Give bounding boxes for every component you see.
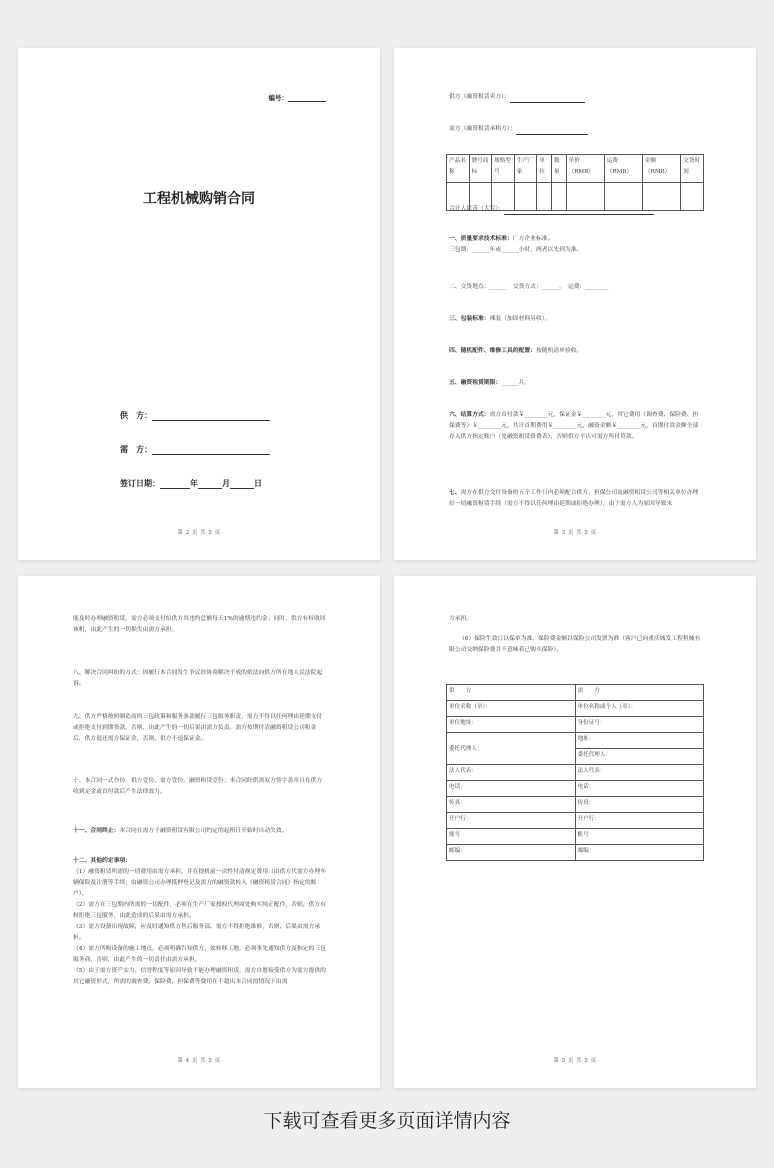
total-label: 合计人民币（大写）：: [449, 206, 505, 212]
table-cell: 身份证号：: [575, 717, 704, 733]
table-cell: 传真：: [575, 797, 704, 813]
month-label: 月: [222, 479, 230, 488]
buyer-lessee-blank: [516, 127, 588, 135]
table-cell: 委托代理人：: [447, 733, 576, 765]
buyer-lessee-label: 需方（融资租赁承租方）：: [449, 126, 516, 132]
list-item: （4）需方所购设备的施工地点，必须明确告知供方，如转移工地，必须事先通知供方及指定的三包服务商，否则，由此产生的一切责任由需方承担。: [73, 946, 326, 963]
contract-title: 工程机械购销合同: [143, 191, 255, 207]
table-cell: 邮编：: [447, 845, 576, 861]
signature-table: [446, 684, 704, 861]
table-cell: 法人代表：: [575, 765, 704, 781]
table-header-cell: 运费（RMB）: [604, 155, 642, 183]
section-11: [73, 826, 328, 837]
table-row: [447, 845, 704, 861]
table-row: [447, 685, 704, 701]
table-cell: 开户行：: [575, 813, 704, 829]
list-item: （2）需方在三包期内所需的一切配件，必须在生产厂家授权代理商处购买纯正配件，否则，供方有权拒绝三包服务，由此造成的后果由需方承担。: [73, 902, 326, 919]
supplier-lessor-line: [449, 92, 704, 103]
section-1-text: 厂方企业标准。: [512, 236, 554, 242]
table-row: [447, 717, 704, 733]
table-cell: 委托代理人：: [575, 749, 704, 765]
table-header-cell: 金额（RMB）: [643, 155, 681, 183]
section-7-title: 七、: [449, 490, 461, 496]
section-6-text: 需方首付款￥________元，保证金￥________元，其它费用（调查费、保险费、担保费等）￥________元，共计首期费用￥________元，融资金额￥________元，首期付款金额全部存入供方指定账户（见融资租赁资费表），否则供方不认可需方所付贷款。: [449, 412, 699, 440]
table-header-cell: 产品名称: [447, 155, 470, 183]
list-item: （3）需方设备出现故障，应及时通知供方售后服务部。需方不得拒绝维修，否则，后果由需方承担。: [73, 924, 321, 941]
table-cell: 开户行：: [447, 813, 576, 829]
page-footer: 第 5 页 共 5 页: [553, 1058, 597, 1064]
table-cell: 供 方: [447, 685, 576, 701]
section-1: [449, 234, 704, 256]
total-blank: [504, 207, 654, 215]
buyer-lessee-line: [449, 124, 704, 135]
table-header-cell: 单位: [537, 155, 552, 183]
supplier-blank: [152, 411, 270, 421]
section-10: 十、本合同一式叁份，供方壹份、需方壹份，融资租赁壹份；本合同经供需双方签字盖章且在供方收到定金或首付款后产生法律效力。: [73, 778, 323, 795]
section-4-title: 四、随机配件、维修工具的配置：: [449, 348, 536, 354]
section-3: [449, 314, 704, 325]
section-2: 二、交货地点：______ 交货方式：______， 运费：________: [449, 284, 609, 290]
section-6-title: 六、结算方式：: [449, 412, 490, 418]
table-cell: 地址：: [575, 733, 704, 749]
paragraph: 能及时办理融资租赁，需方必须支付给供方其违约总额每天1%的逾期违约金；同时，供方有权收回该机，由此产生的一切损失由需方承担。: [73, 616, 326, 633]
table-row: [447, 733, 704, 749]
supplier-lessor-label: 供方（融资租赁卖方）：: [449, 94, 510, 100]
table-header-cell: 规格型号: [492, 155, 515, 183]
contract-number-label: 编号：: [268, 94, 288, 102]
section-11-text: 本合同在需方于融资租赁有限公司约定的起租日开始时自动失效。: [119, 828, 288, 834]
table-row: [447, 155, 704, 183]
table-row: [447, 813, 704, 829]
table-header-cell: 牌号商标: [469, 155, 492, 183]
day-blank: [230, 479, 254, 489]
table-cell: 需 方: [575, 685, 704, 701]
list-item: （1）融资租赁所需的一切费用由需方承担，并在提机前一次性付清规定费用（由供方代需方办理车辆保险及注册等手续；由融资公司办理抵押登记及需方的融资款转入《融资租赁合同》指定的账户）。: [73, 869, 326, 897]
page-footer: 第 4 页 共 5 页: [177, 1058, 221, 1064]
table-header-cell: 交货时间: [681, 155, 704, 183]
section-1-warranty: 三包期：______年或______小时，两者以先到为准。: [449, 247, 583, 253]
contract-page-4: [18, 576, 380, 1088]
table-row: [447, 829, 704, 845]
table-cell: 电话：: [447, 781, 576, 797]
table-cell: 邮编：: [575, 845, 704, 861]
page-footer: 第 3 页 共 5 页: [553, 530, 597, 536]
section-4: [449, 346, 704, 357]
sign-date-line: [120, 478, 262, 489]
paragraph-insurance: （6）保险生效日以保单为准，保险费金额以保险公司发票为准（客户已向重庆城发工程机械有限公司交纳保险费并不意味着已购买保险）。: [449, 636, 701, 653]
table-cell: 账号: [575, 829, 704, 845]
table-cell: 单位名称或个人（章）：: [575, 701, 704, 717]
year-label: 年: [190, 479, 198, 488]
paragraph: 方承担。: [449, 616, 473, 622]
download-caption: 下载可查看更多页面详情内容: [263, 1110, 511, 1132]
contract-number: [269, 93, 327, 102]
table-row: [447, 701, 704, 717]
section-1-title: 一、质量要求技术标准：: [449, 236, 513, 242]
day-label: 日: [254, 479, 262, 488]
contract-number-blank: [288, 94, 326, 102]
table-row: [447, 765, 704, 781]
page-footer: 第 2 页 共 5 页: [177, 530, 221, 536]
buyer-blank: [152, 445, 270, 455]
buyer-label: 需 方：: [120, 445, 152, 454]
product-table: [446, 154, 704, 211]
contract-page-3: [394, 48, 756, 560]
list-item: （5）由于需方资产实力、信誉程度等原因导致不能办理融资租赁，需方自愿接受供方为需方提供的其它融资形式，所需的调查费、保险费、担保费等费用在不超出本合同的情况下由需: [73, 968, 326, 985]
buyer-line: [120, 444, 270, 455]
table-cell: 法人代表：: [447, 765, 576, 781]
table-cell: 账号: [447, 829, 576, 845]
table-header-cell: 单价（RMB）: [566, 155, 604, 183]
sign-date-label: 签订日期：: [120, 479, 160, 488]
section-12: [73, 856, 328, 988]
table-header-cell: 数量: [551, 155, 566, 183]
section-3-text: 裸装（加固材料另收）。: [489, 316, 551, 322]
supplier-line: [120, 410, 270, 421]
section-5-title: 五、融资租赁期限：: [449, 380, 502, 386]
table-header-cell: 生产厂家: [514, 155, 537, 183]
table-cell: 传真：: [447, 797, 576, 813]
section-4-text: 按随机清单验收。: [535, 348, 583, 354]
total-line: [449, 204, 704, 215]
section-3-title: 三、包装标准：: [449, 316, 490, 322]
section-9: 九、供方严格按照制造商的三包政策和服务条款履行三包服务职责，需方不得以任何理由延期支付或拒绝支付到期货款，否则，由此产生的一切后果由需方负责。需方按期付清融资租赁公司租金后，供方退还需方保证金，否则，供方不退保证金。: [73, 714, 323, 742]
section-12-title: 十二、其他约定事项：: [73, 858, 131, 864]
supplier-label: 供 方：: [120, 411, 152, 420]
contract-page-5: [394, 576, 756, 1088]
table-cell: 单位地址：: [447, 717, 576, 733]
section-11-title: 十一、合同终止：: [73, 828, 120, 834]
year-blank: [160, 479, 190, 489]
month-blank: [198, 479, 222, 489]
table-row: [447, 797, 704, 813]
table-row: [447, 781, 704, 797]
table-cell: 电话：: [575, 781, 704, 797]
section-5: [449, 378, 704, 389]
section-8: 八、解决合同纠纷的方式：因履行本合同发生争议经协商解决不成的依法向供方所在地人民法院起诉。: [73, 670, 323, 687]
section-6: [449, 410, 704, 443]
section-7-text: 需方在供方交付设备的五个工作日内必须配合供方、担保公司及融资租赁公司等相关单位办理好一切融资租赁手续（需方不得以任何理由延期或拒绝办理），由于需方人为原因导致未: [449, 490, 699, 507]
section-5-text: ______月。: [501, 380, 531, 386]
supplier-lessor-blank: [510, 95, 585, 103]
contract-cover-page: [18, 48, 380, 560]
table-cell: 单位名称（章）：: [447, 701, 576, 717]
section-7: [449, 488, 704, 510]
